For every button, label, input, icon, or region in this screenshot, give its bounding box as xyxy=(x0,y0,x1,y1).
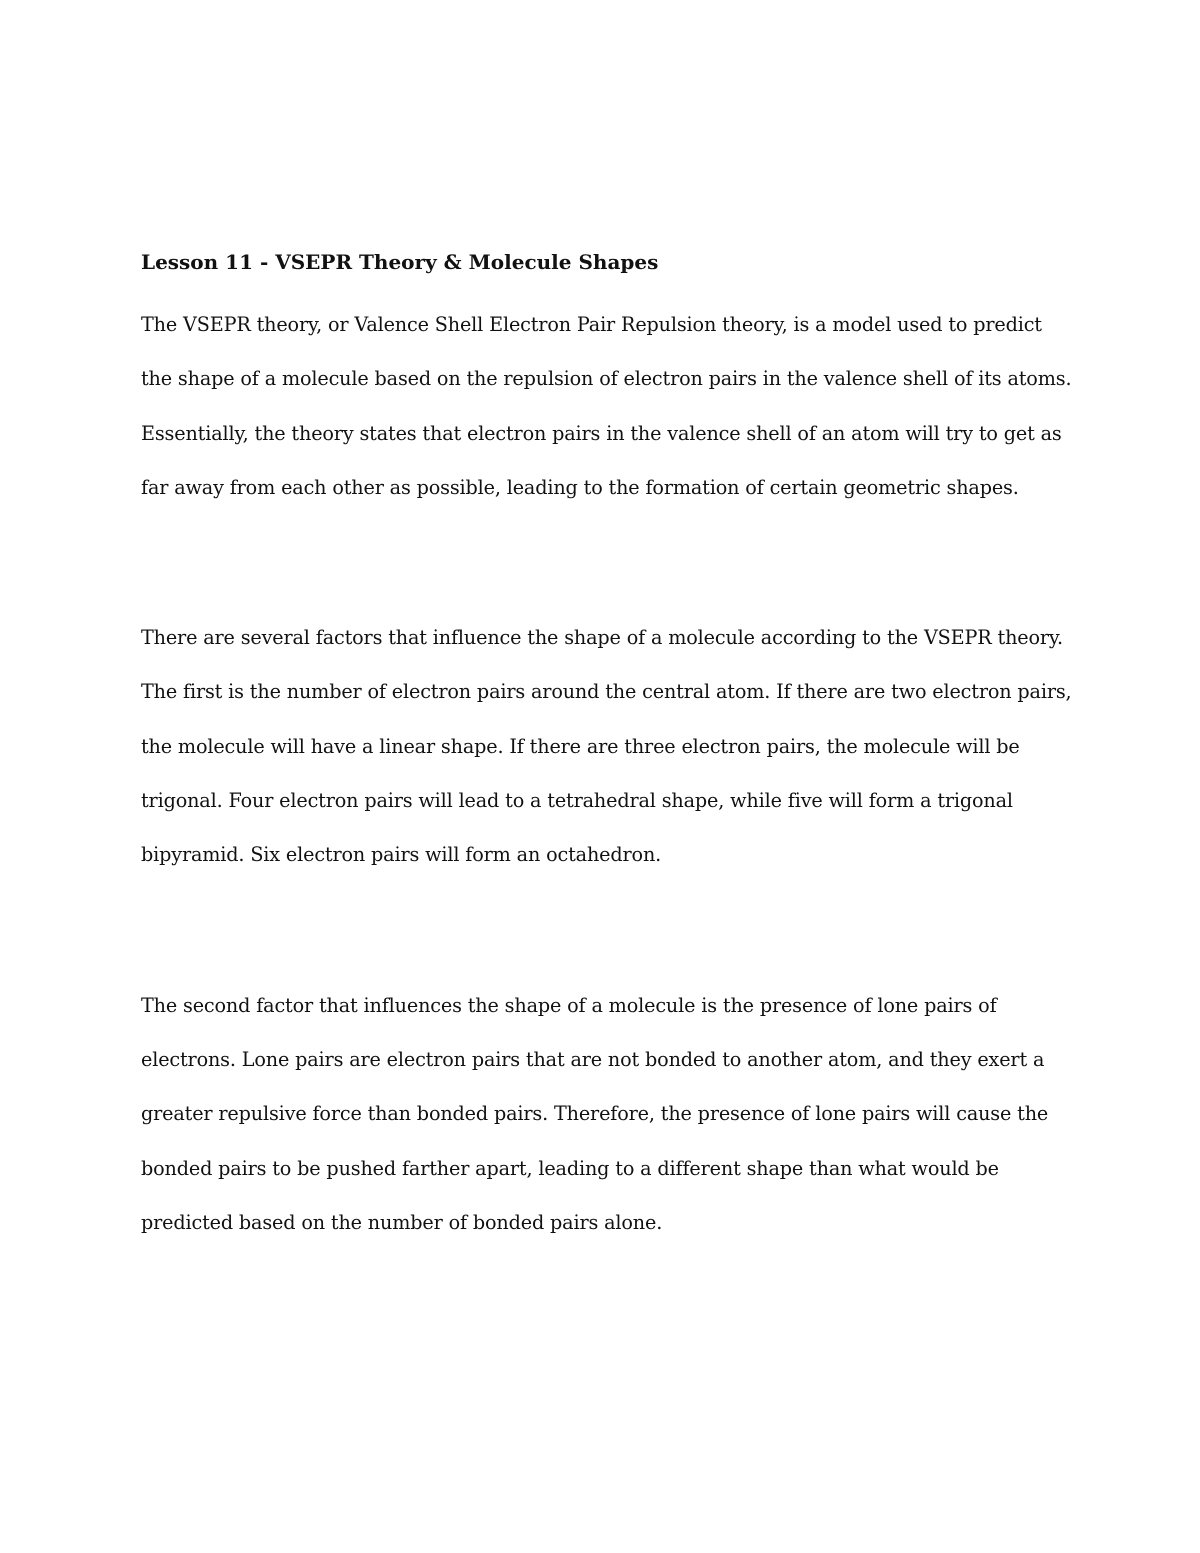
paragraph-spacer xyxy=(141,883,1056,979)
paragraph-line: bonded pairs to be pushed farther apart, leading to a different shape than what would be xyxy=(141,1156,999,1180)
document-body xyxy=(141,244,1072,1250)
paragraph-line: greater repulsive force than bonded pairs. Therefore, the presence of lone pairs will cause the xyxy=(141,1102,1049,1126)
paragraph-line: There are several factors that influence the shape of a molecule according to the VSEPR theory. xyxy=(141,626,1064,650)
paragraph-line: the molecule will have a linear shape. If there are three electron pairs, the molecule will be xyxy=(141,734,1020,758)
paragraph-line: trigonal. Four electron pairs will lead to a tetrahedral shape, while five will form a trigonal xyxy=(141,789,1013,813)
paragraph-line: the shape of a molecule based on the repulsion of electron pairs in the valence shell of its atoms. xyxy=(141,367,1072,391)
paragraph-line: Essentially, the theory states that electron pairs in the valence shell of an atom will try to get as xyxy=(141,421,1062,445)
paragraph-2 xyxy=(141,611,1072,882)
paragraph-line: predicted based on the number of bonded pairs alone. xyxy=(141,1210,663,1234)
paragraph-line: electrons. Lone pairs are electron pairs that are not bonded to another atom, and they exert a xyxy=(141,1047,1045,1071)
paragraph-line: far away from each other as possible, leading to the formation of certain geometric shapes. xyxy=(141,475,1019,499)
paragraph-line: The second factor that influences the shape of a molecule is the presence of lone pairs of xyxy=(141,993,997,1017)
paragraph-1 xyxy=(141,298,1072,515)
paragraph-line: bipyramid. Six electron pairs will form an octahedron. xyxy=(141,843,662,867)
paragraph-line: The VSEPR theory, or Valence Shell Electron Pair Repulsion theory, is a model used to predict xyxy=(141,313,1042,336)
document-title: Lesson 11 - VSEPR Theory & Molecule Shapes xyxy=(141,250,659,274)
paragraph-3 xyxy=(141,979,1056,1250)
paragraph-spacer xyxy=(141,515,1056,611)
paragraph-line: The first is the number of electron pairs around the central atom. If there are two electron pairs, xyxy=(141,680,1072,704)
